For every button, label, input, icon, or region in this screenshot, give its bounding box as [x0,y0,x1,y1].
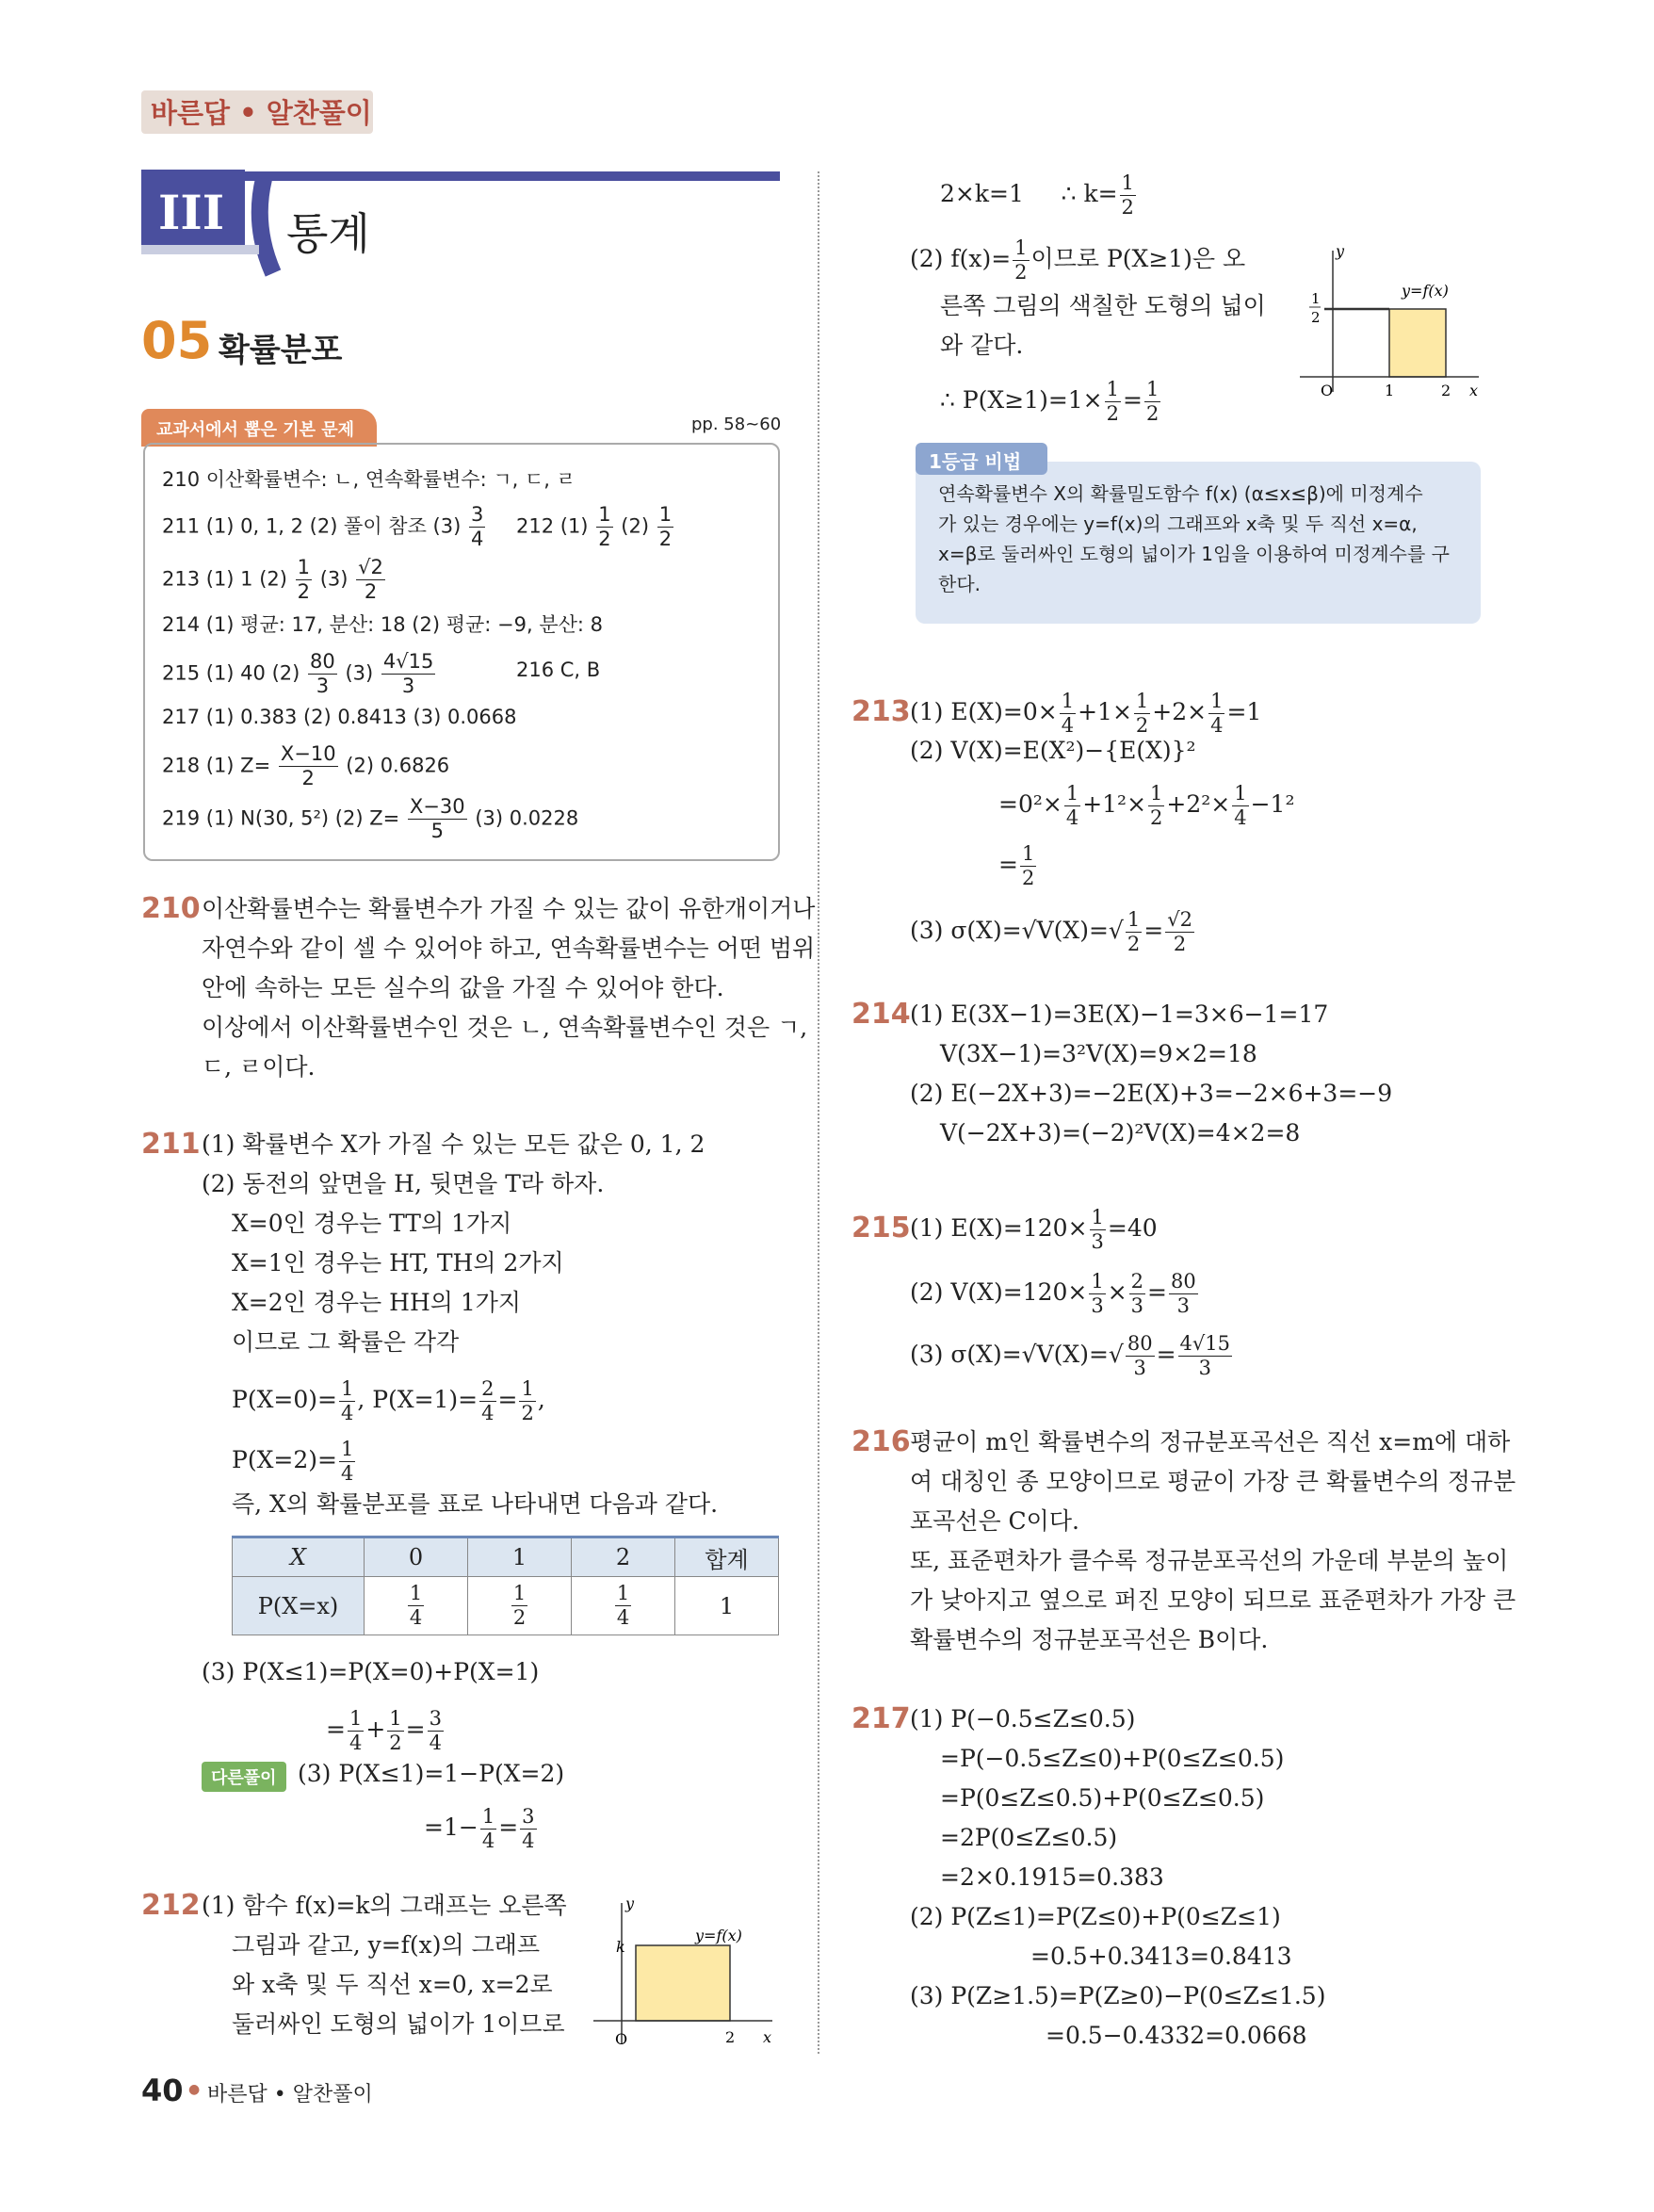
graph-f-equals-k [584,1894,782,2054]
p211-sum: = $\frac{1}{4}$ + $\frac{1}{2}$ = $\frac{3}{4}$ [326,1707,442,1754]
p213-line5: (3) σ(X)=√V(X)=√ $\frac{1}{2}$ = $\frac{√2}{2}$ [910,908,1192,955]
p214-line: V(3X−1)=3²V(X)=9×2=18 [940,1040,1257,1067]
p212-right-line5: ∴ P(X≥1)=1× $\frac{1}{2}$ = $\frac{1}{2}$ [940,378,1159,425]
p216-line: 또, 표준편차가 클수록 정규분포곡선의 가운데 부분의 높이 [910,1547,1509,1574]
p215-ex: (1) E(X)=120× [910,1214,1088,1242]
tip-line: x=β로 둘러싸인 도형의 넓이가 1임을 이용하여 미정계수를 구 [938,543,1450,565]
p211-line: X=2인 경우는 HH의 1가지 [232,1289,522,1316]
answer-212: 212 (1) $\frac{1}{2}$ (2) $\frac{1}{2}$ [516,503,673,550]
p215-line2: (2) V(X)=120× $\frac{1}{3}$ × $\frac{2}{3}$ = $\frac{80}{3}$ [910,1270,1196,1317]
curve-label: y=f(x) [1402,282,1449,300]
y-axis-label: y [1336,242,1345,260]
p211-line: (2) 동전의 앞면을 H, 뒷면을 T라 하자. [202,1170,605,1197]
p210-line: 이상에서 이산확률변수인 것은 ㄴ, 연속확률변수인 것은 ㄱ, [202,1014,808,1041]
p211-line: (1) 확률변수 X가 가질 수 있는 모든 값은 0, 1, 2 [202,1130,705,1158]
tip-line: 연속확률변수 X의 확률밀도함수 f(x) (α≤x≤β)에 미정계수 [938,482,1423,505]
alt-solution-tag: 다른풀이 [202,1762,286,1792]
p213-sigma: (3) σ(X)=√V(X)= [910,917,1109,944]
p212-line: 와 x축 및 두 직선 x=0, x=2로 [232,1971,553,1998]
table-header: 2 [572,1537,675,1577]
answer-219-text-b: (3) 0.0228 [475,806,579,830]
p217-line: =2P(0≤Z≤0.5) [940,1824,1118,1851]
origin-label: O [1321,382,1334,399]
table-cell: $\frac{1}{2}$ [468,1577,572,1635]
p211-p0: P(X=0)= [232,1386,337,1413]
answer-218: 218 (1) Z= $\frac{X-10}{2}$ (2) 0.6826 [162,742,450,789]
answer-212-text-b: (2) [621,514,650,538]
p217-line: (3) P(Z≥1.5)=P(Z≥0)−P(0≤Z≤1.5) [910,1982,1326,2009]
p211-alt-result: =1− $\frac{1}{4}$ = $\frac{3}{4}$ [424,1805,535,1852]
answer-211-text: 211 (1) 0, 1, 2 (2) 풀이 참조 (3) [162,514,462,538]
p212-result: ∴ k= [1061,180,1118,207]
p210-line: ㄷ, ㄹ이다. [202,1053,316,1081]
p217-line: =P(0≤Z≤0.5)+P(0≤Z≤0.5) [940,1784,1265,1812]
p216-line: 포곡선은 C이다. [910,1507,1079,1535]
x-tick-label: 2 [1441,382,1451,399]
table-cell: $\frac{1}{4}$ [572,1577,675,1635]
p212-line: 그림과 같고, y=f(x)의 그래프 [232,1931,541,1959]
footer-label: 바른답 • 알찬풀이 [207,2083,373,2106]
chapter-numeral: III [158,185,225,240]
p213-line1: (1) E(X)=0× $\frac{1}{4}$ +1× $\frac{1}{2}$ +2× $\frac{1}{4}$ =1 [910,690,1262,737]
answer-211: 211 (1) 0, 1, 2 (2) 풀이 참조 (3) $\frac{3}{4}$ [162,503,484,550]
answer-218-text-b: (2) 0.6826 [346,754,450,777]
answer-212-text: 212 (1) [516,514,589,538]
table-cell: 1 [675,1577,779,1635]
page-number: 40 [141,2073,184,2108]
answer-213-text-b: (3) [319,567,349,591]
table-header: 1 [468,1537,572,1577]
p211-line: (3) P(X≤1)=P(X=0)+P(X=1) [202,1658,540,1685]
problem-212-number: 212 [141,1889,201,1922]
answer-219: 219 (1) N(30, 5²) (2) Z= $\frac{X-30}{5}$ (3) 0.0228 [162,795,579,842]
p211-p2: P(X=2)= [232,1446,337,1473]
x-axis-label: x [1469,382,1479,399]
p216-line: 가 낮아지고 옆으로 퍼진 모양이 되므로 표준편차가 가장 큰 [910,1586,1516,1614]
column-divider [818,171,819,2054]
p215-sigma: (3) σ(X)=√V(X)= [910,1341,1109,1368]
tip-line: 한다. [938,573,981,595]
problem-211-number: 211 [141,1128,201,1161]
header-tag: 바른답 • 알찬풀이 [151,97,372,129]
x-tick-label: 1 [1385,382,1395,399]
shaded-region [636,1945,730,2021]
x-axis-label: x [763,2028,772,2046]
p212-line: 른쪽 그림의 색칠한 도형의 넓이 [940,292,1266,319]
p212-right-line2: (2) f(x)= $\frac{1}{2}$ 이므로 P(X≥1)은 오 [910,236,1246,284]
answer-213: 213 (1) 1 (2) $\frac{1}{2}$ (3) $\frac{√2}{2}$ [162,556,383,603]
tip-tag: 1등급 비법 [929,450,1022,473]
problem-213-number: 213 [851,695,911,728]
p211-line: X=1인 경우는 HT, TH의 2가지 [232,1249,564,1277]
curve-label: y=f(x) [695,1927,742,1944]
chapter-banner [141,170,782,278]
section-number: 05 [141,311,213,370]
problem-210-number: 210 [141,892,201,925]
y-axis-label: y [625,1895,635,1912]
answer-210: 210 이산확률변수: ㄴ, 연속확률변수: ㄱ, ㄷ, ㄹ [162,468,576,491]
graph-f-half [1290,241,1488,401]
p211-line: 이므로 그 확률은 각각 [232,1328,460,1356]
answer-216: 216 C, B [516,659,601,681]
y-tick-denominator: 2 [1311,309,1321,326]
p213-line: (2) V(X)=E(X²)−{E(X)}² [910,737,1196,764]
p212-right-line1: 2×k=1 ∴ k= $\frac{1}{2}$ [940,171,1134,219]
p211-line: X=0인 경우는 TT의 1가지 [232,1210,512,1237]
answer-box-pages: pp. 58~60 [691,415,782,434]
p213-calc: =0²× [998,790,1062,818]
p217-line: =0.5−0.4332=0.0668 [1046,2022,1307,2049]
shaded-region [1389,309,1446,377]
p211-line: 즉, X의 확률분포를 표로 나타내면 다음과 같다. [232,1490,719,1518]
p214-line: (2) E(−2X+3)=−2E(X)+3=−2×6+3=−9 [910,1080,1393,1107]
p217-line: =0.5+0.3413=0.8413 [1030,1943,1292,1970]
tip-line: 가 있는 경우에는 y=f(x)의 그래프와 x축 및 두 직선 x=α, [938,512,1418,535]
p212-line: 둘러싸인 도형의 넓이가 1이므로 [232,2010,565,2038]
y-tick-numerator: 1 [1311,290,1321,307]
p212-text: 이므로 P(X≥1)은 오 [1030,245,1246,272]
table-header: 합계 [675,1537,779,1577]
p215-line3: (3) σ(X)=√V(X)=√ $\frac{80}{3}$ = $\frac{4√15}{3}$ [910,1332,1231,1379]
answer-217: 217 (1) 0.383 (2) 0.8413 (3) 0.0668 [162,706,517,728]
p216-line: 확률변수의 정규분포곡선은 B이다. [910,1626,1269,1653]
p216-line: 평균이 m인 확률변수의 정규분포곡선은 직선 x=m에 대하 [910,1428,1511,1456]
p217-line: (2) P(Z≤1)=P(Z≤0)+P(0≤Z≤1) [910,1903,1281,1930]
p217-line: =P(−0.5≤Z≤0)+P(0≤Z≤0.5) [940,1745,1285,1772]
answer-219-text: 219 (1) N(30, 5²) (2) Z= [162,806,400,830]
problem-215-number: 215 [851,1212,911,1244]
p214-line: V(−2X+3)=(−2)²V(X)=4×2=8 [940,1119,1301,1147]
p212-eq: 2×k=1 [940,180,1024,207]
p215-ex-result: =40 [1107,1214,1158,1242]
answer-215-text-b: (3) [345,661,374,685]
p212-final: ∴ P(X≥1)=1× [940,386,1103,414]
p217-line: =2×0.1915=0.383 [940,1863,1164,1891]
p215-line1: (1) E(X)=120× $\frac{1}{3}$ =40 [910,1206,1158,1253]
p211-p1: , P(X=1)= [357,1386,478,1413]
p210-line: 안에 속하는 모든 실수의 값을 가질 수 있어야 한다. [202,974,724,1001]
answer-213-text: 213 (1) 1 (2) [162,567,287,591]
distribution-table [232,1536,779,1635]
p212-line: (1) 함수 f(x)=k의 그래프는 오른쪽 [202,1892,567,1919]
section-title: 확률분포 [219,332,343,369]
x-tick-label: 2 [725,2028,736,2046]
p210-line: 자연수와 같이 셀 수 있어야 하고, 연속확률변수는 어떤 범위 [202,935,816,962]
table-header: X [233,1537,365,1577]
footer-dot: ● [188,2082,201,2097]
origin-label: O [615,2030,628,2048]
problem-214-number: 214 [851,998,911,1031]
p213-line4: = $\frac{1}{2}$ [998,842,1035,889]
p217-line: (1) P(−0.5≤Z≤0.5) [910,1705,1136,1732]
problem-217-number: 217 [851,1702,911,1735]
p214-line: (1) E(3X−1)=3E(X)−1=3×6−1=17 [910,1000,1329,1028]
p213-ex: (1) E(X)=0× [910,698,1058,725]
chapter-title: 통계 [286,208,370,259]
problem-216-number: 216 [851,1425,911,1458]
p216-line: 여 대칭인 종 모양이므로 평균이 가장 큰 확률변수의 정규분 [910,1468,1516,1495]
p213-line3: =0²× $\frac{1}{4}$ +1²× $\frac{1}{2}$ +2²× $\frac{1}{4}$ −1² [998,782,1295,829]
p210-line: 이산확률변수는 확률변수가 가질 수 있는 값이 유한개이거나 [202,895,816,922]
answer-214: 214 (1) 평균: 17, 분산: 18 (2) 평균: −9, 분산: 8 [162,613,604,636]
answer-215-text: 215 (1) 40 (2) [162,661,300,685]
p211-probabilities: P(X=0)= $\frac{1}{4}$ , P(X=1)= $\frac{2}{4}$ = $\frac{1}{2}$ , [232,1377,545,1424]
p212-line: 와 같다. [940,332,1024,359]
y-level-label: k [616,1938,625,1956]
p212-f: (2) f(x)= [910,245,1012,272]
p211-p2-line: P(X=2)= $\frac{1}{4}$ [232,1438,354,1485]
table-cell: $\frac{1}{4}$ [365,1577,468,1635]
p215-var: (2) V(X)=120× [910,1278,1088,1306]
p211-line: (3) P(X≤1)=1−P(X=2) [298,1760,565,1787]
answer-215: 215 (1) 40 (2) $\frac{80}{3}$ (3) $\frac{4√15}{3}$ [162,650,434,697]
table-header: 0 [365,1537,468,1577]
table-row-label: P(X=x) [233,1577,365,1635]
answer-box-label: 교과서에서 뽑은 기본 문제 [156,420,355,440]
answer-218-text: 218 (1) Z= [162,754,271,777]
